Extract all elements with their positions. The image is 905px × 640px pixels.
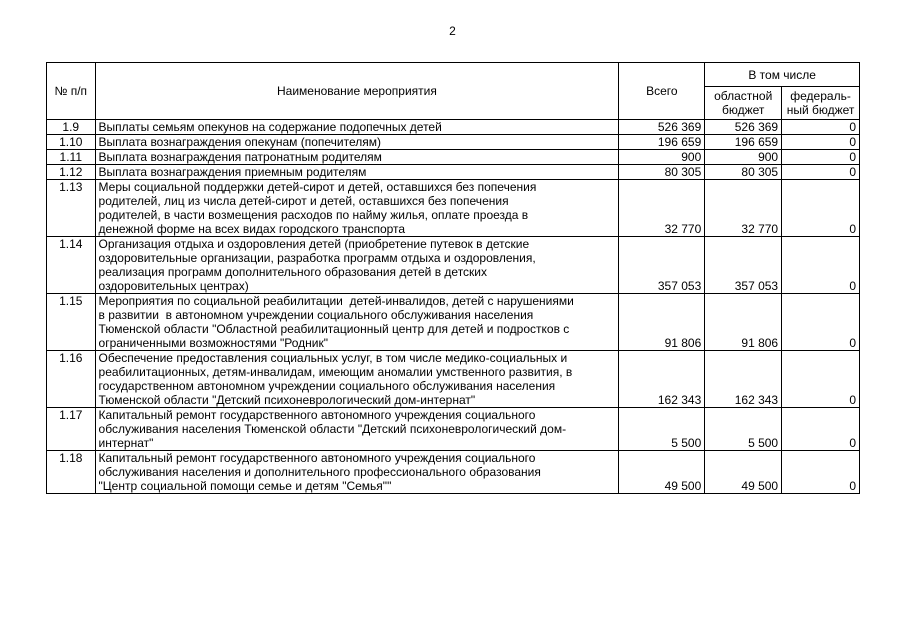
table-header xyxy=(47,63,860,120)
row-number: 1.12 xyxy=(47,165,96,180)
header-regional-line1: областной xyxy=(714,89,773,103)
header-name: Наименование мероприятия xyxy=(95,63,619,120)
row-total: 357 053 xyxy=(619,237,705,294)
row-name xyxy=(95,294,619,351)
row-number: 1.11 xyxy=(47,150,96,165)
row-name-line: обслуживания населения Тюменской области "Детский психоневрологический дом- xyxy=(98,422,567,436)
row-name-line: Капитальный ремонт государственного автономного учреждения социального xyxy=(98,451,536,465)
row-regional-budget: 162 343 xyxy=(705,351,782,408)
row-number: 1.14 xyxy=(47,237,96,294)
row-regional-budget: 196 659 xyxy=(705,135,782,150)
row-regional-budget: 80 305 xyxy=(705,165,782,180)
table-row xyxy=(47,165,860,180)
row-number: 1.17 xyxy=(47,408,96,451)
table-row xyxy=(47,237,860,294)
row-name xyxy=(95,408,619,451)
row-name-line: Меры социальной поддержки детей-сирот и детей, оставшихся без попечения xyxy=(98,180,537,194)
row-federal-budget: 0 xyxy=(782,150,860,165)
row-name-line: оздоровительные организации, разработка программ отдыха и оздоровления, xyxy=(98,251,536,265)
row-name xyxy=(95,451,619,494)
row-federal-budget: 0 xyxy=(782,237,860,294)
row-federal-budget: 0 xyxy=(782,165,860,180)
row-name-line: Мероприятия по социальной реабилитации детей-инвалидов, детей с нарушениями xyxy=(98,294,574,308)
row-total: 5 500 xyxy=(619,408,705,451)
table-row xyxy=(47,180,860,237)
row-federal-budget: 0 xyxy=(782,135,860,150)
row-name-line: Капитальный ремонт государственного автономного учреждения социального xyxy=(98,408,536,422)
row-name-line: оздоровительных центрах) xyxy=(98,279,249,293)
row-regional-budget: 526 369 xyxy=(705,120,782,135)
row-regional-budget: 91 806 xyxy=(705,294,782,351)
table-row xyxy=(47,294,860,351)
row-number: 1.16 xyxy=(47,351,96,408)
row-total: 32 770 xyxy=(619,180,705,237)
header-regional-line2: бюджет xyxy=(721,103,765,117)
row-name-line: Выплаты семьям опекунов на содержание подопечных детей xyxy=(98,120,442,134)
row-total: 91 806 xyxy=(619,294,705,351)
table-row xyxy=(47,451,860,494)
row-federal-budget: 0 xyxy=(782,408,860,451)
row-name xyxy=(95,165,619,180)
row-name-line: Организация отдыха и оздоровления детей (приобретение путевок в детские xyxy=(98,237,530,251)
row-number: 1.15 xyxy=(47,294,96,351)
row-total: 526 369 xyxy=(619,120,705,135)
row-regional-budget: 900 xyxy=(705,150,782,165)
row-name xyxy=(95,120,619,135)
table-row xyxy=(47,120,860,135)
row-name-line: реабилитационных, детям-инвалидам, имеющим аномалии умственного развития, в xyxy=(98,365,573,379)
row-name-line: Обеспечение предоставления социальных услуг, в том числе медико-социальных и xyxy=(98,351,568,365)
row-regional-budget: 5 500 xyxy=(705,408,782,451)
row-total: 900 xyxy=(619,150,705,165)
row-federal-budget: 0 xyxy=(782,451,860,494)
row-regional-budget: 32 770 xyxy=(705,180,782,237)
header-federal-line2: ный бюджет xyxy=(786,103,855,117)
row-total: 162 343 xyxy=(619,351,705,408)
row-number: 1.13 xyxy=(47,180,96,237)
row-name xyxy=(95,135,619,150)
row-name-line: Выплата вознаграждения приемным родителям xyxy=(98,165,367,179)
table-body xyxy=(47,120,860,494)
row-name-line: реализация программ дополнительного образования детей в детских xyxy=(98,265,488,279)
budget-table xyxy=(46,62,860,494)
row-total: 80 305 xyxy=(619,165,705,180)
header-number: № п/п xyxy=(47,63,96,120)
row-name-line: Выплата вознаграждения патронатным родителям xyxy=(98,150,382,164)
row-name xyxy=(95,180,619,237)
row-name xyxy=(95,351,619,408)
row-name xyxy=(95,150,619,165)
row-name-line: ограниченными возможностями "Родник" xyxy=(98,336,329,350)
row-total: 49 500 xyxy=(619,451,705,494)
row-name-line: родителей, в части возмещения расходов по найму жилья, оплате проезда в xyxy=(98,208,529,222)
header-federal-budget xyxy=(782,87,860,120)
row-name-line: в развитии в автономном учреждении социального обслуживания населения xyxy=(98,308,534,322)
table-row xyxy=(47,408,860,451)
row-number: 1.9 xyxy=(47,120,96,135)
row-name-line: Тюменской области "Областной реабилитационный центр для детей и подростков с xyxy=(98,322,570,336)
row-federal-budget: 0 xyxy=(782,120,860,135)
table-row xyxy=(47,150,860,165)
row-regional-budget: 357 053 xyxy=(705,237,782,294)
header-total: Всего xyxy=(619,63,705,120)
row-name-line: "Центр социальной помощи семье и детям "Семья"" xyxy=(98,479,392,493)
table-row xyxy=(47,135,860,150)
row-federal-budget: 0 xyxy=(782,180,860,237)
row-name-line: Тюменской области "Детский психоневрологический дом-интернат" xyxy=(98,393,476,407)
row-name-line: Выплата вознаграждения опекунам (попечителям) xyxy=(98,135,382,149)
header-including: В том числе xyxy=(705,63,860,87)
row-federal-budget: 0 xyxy=(782,351,860,408)
page-number: 2 xyxy=(449,24,456,38)
row-name-line: обслуживания населения и дополнительного профессионального образования xyxy=(98,465,541,479)
row-name-line: родителей, лиц из числа детей-сирот и детей, оставшихся без попечения xyxy=(98,194,509,208)
header-federal-line1: федераль- xyxy=(790,89,851,103)
header-regional-budget xyxy=(705,87,782,120)
row-federal-budget: 0 xyxy=(782,294,860,351)
row-name xyxy=(95,237,619,294)
row-total: 196 659 xyxy=(619,135,705,150)
row-number: 1.18 xyxy=(47,451,96,494)
row-name-line: интернат" xyxy=(98,436,154,450)
row-name-line: денежной форме на всех видах городского транспорта xyxy=(98,222,406,236)
row-regional-budget: 49 500 xyxy=(705,451,782,494)
row-name-line: государственном автономном учреждении социального обслуживания населения xyxy=(98,379,556,393)
table-row xyxy=(47,351,860,408)
row-number: 1.10 xyxy=(47,135,96,150)
